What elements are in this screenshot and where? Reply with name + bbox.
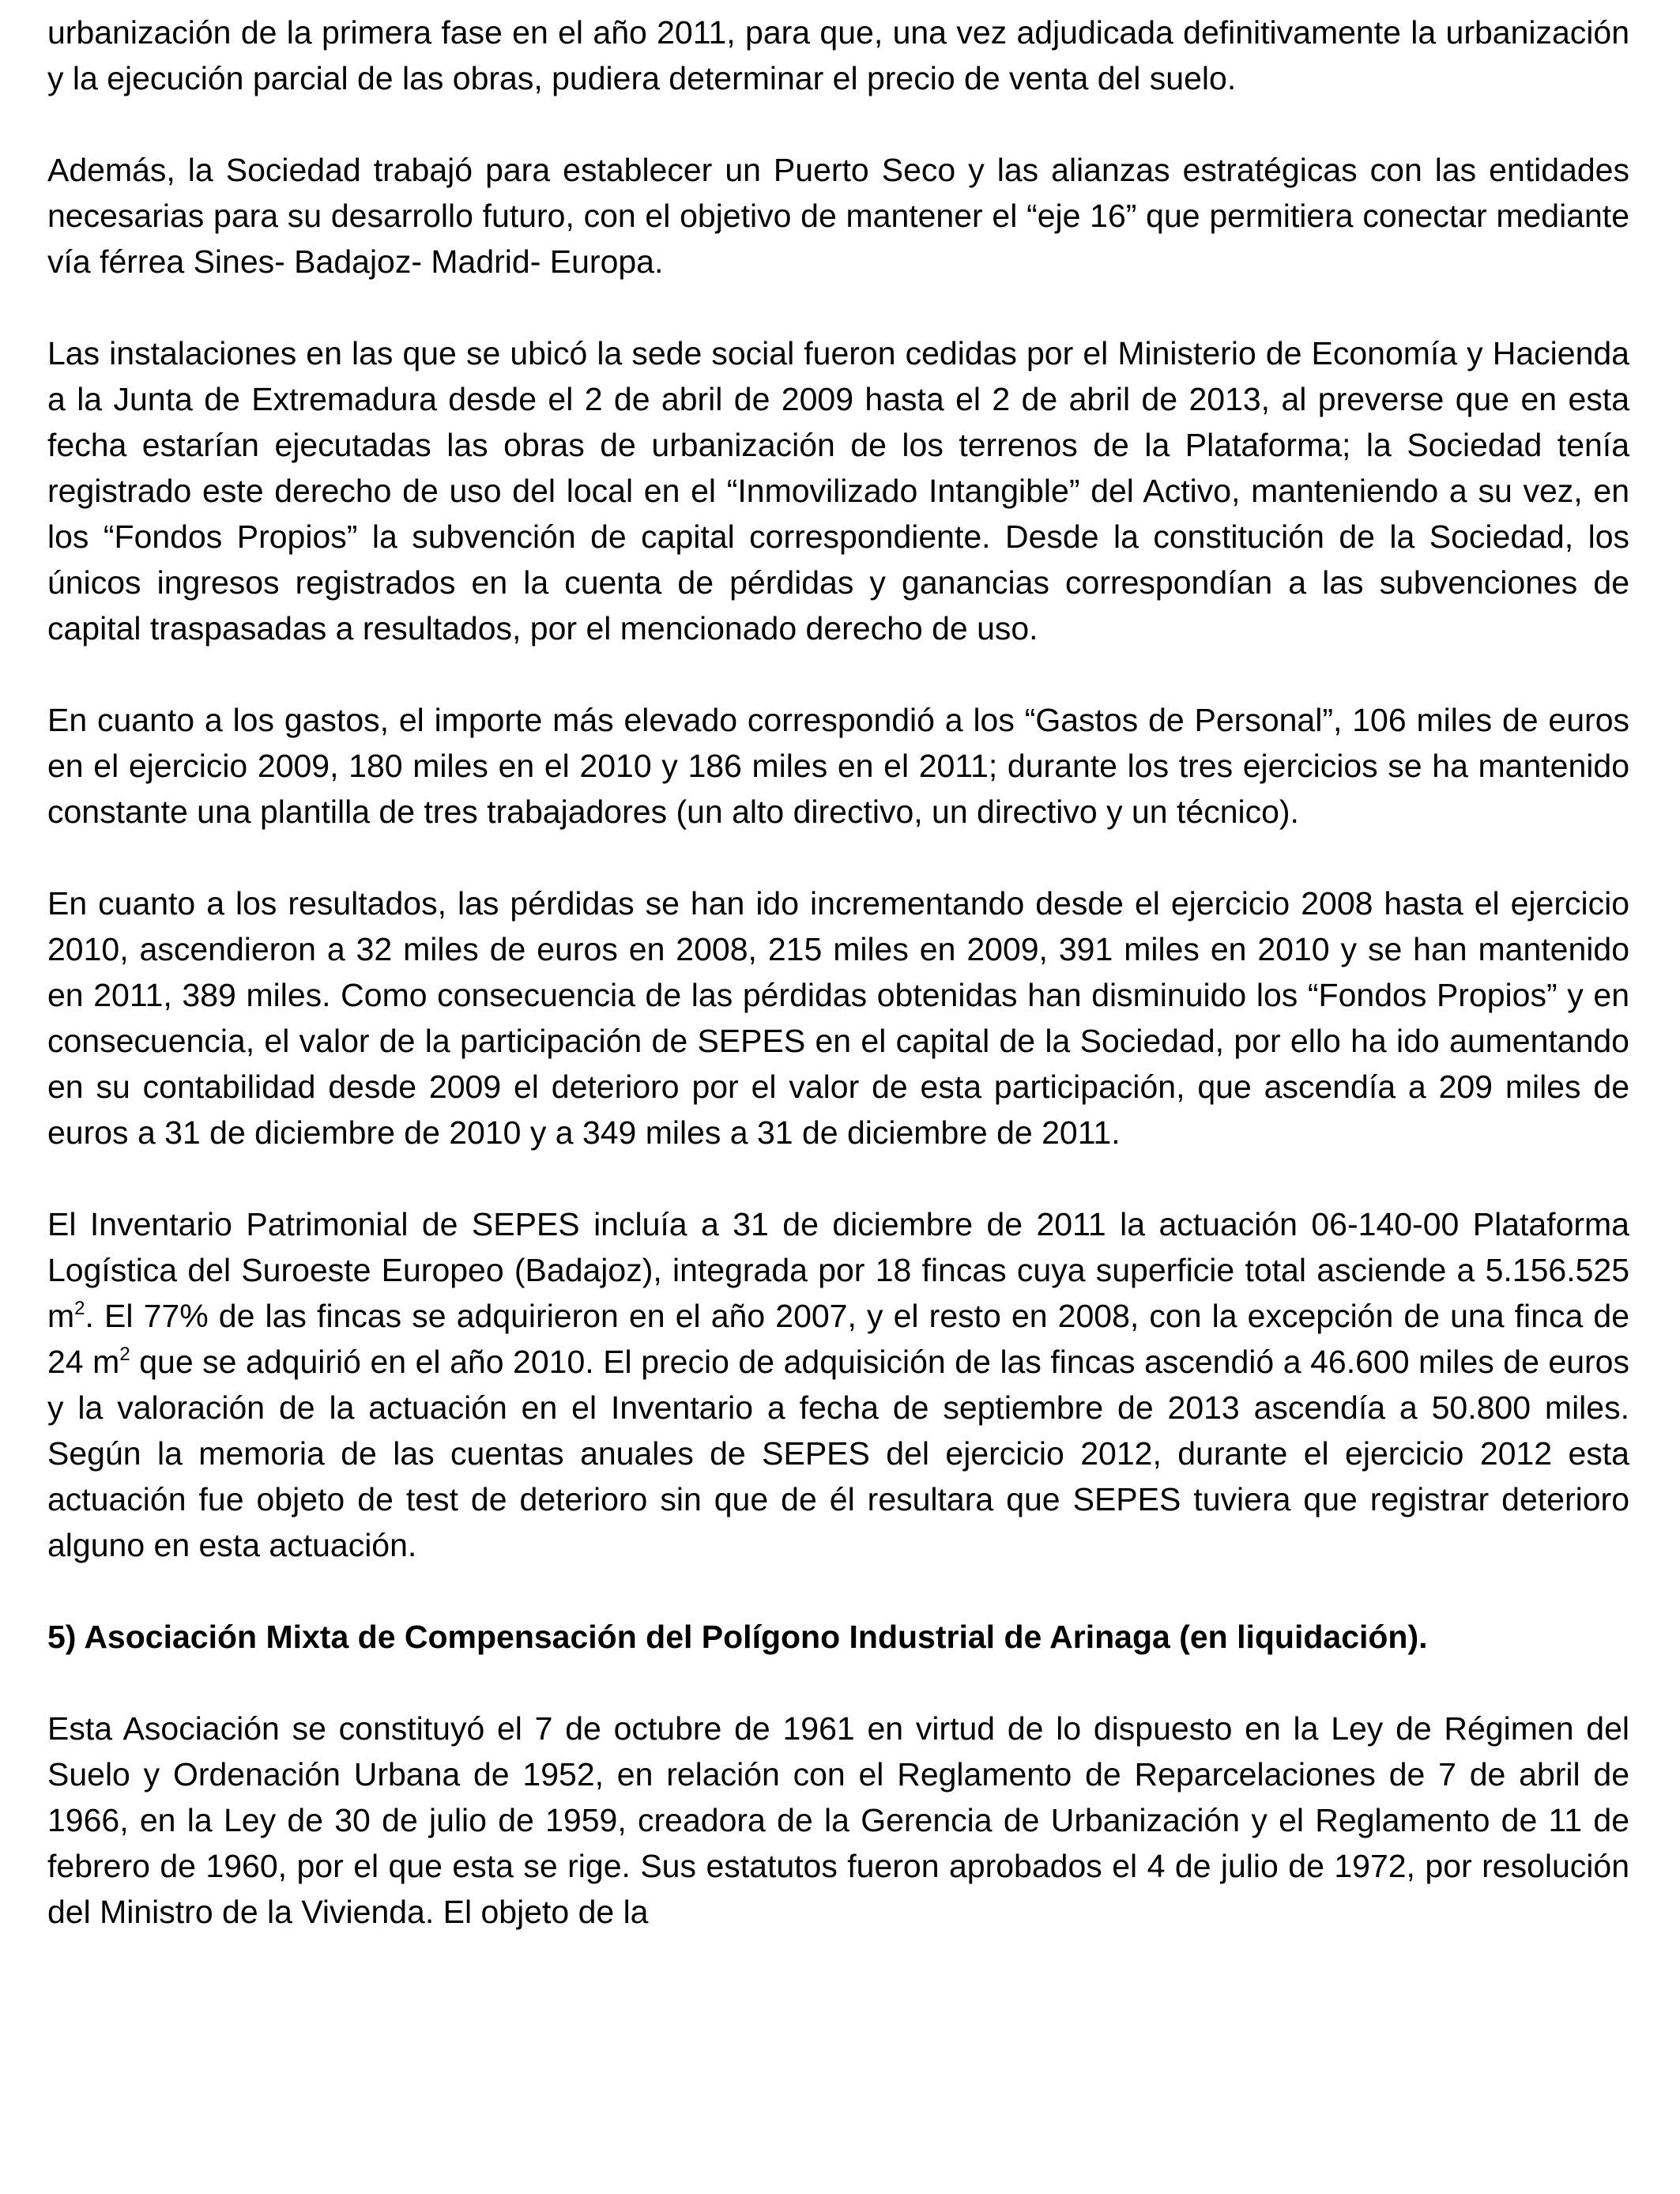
paragraph-asociacion: Esta Asociación se constituyó el 7 de octubre de 1961 en virtud de lo dispuesto en la Ley de Régimen del Suelo y Ordenación Urbana de 1952, en relación con el Reglamento de Reparcelaciones de 7 de abril de 1966, en la Ley de 30 de julio de 1959, creadora de la Gerencia de Urbanización y el Reglamento de 11 de febrero de 1960, por el que esta se rige. Sus estatutos fueron aprobados el 4 de julio de 1972, por resolución del Ministro de la Vivienda. El objeto de la bbox=[47, 1710, 1629, 1930]
inventario-text-1: El Inventario Patrimonial de SEPES incluía a 31 de diciembre de 2011 la actuación 06-140-00 Plataforma Logística del Suroeste Europeo (Badajoz), integrada por 18 fincas cuya superficie total asciende a 5.156.525 m bbox=[47, 1206, 1629, 1334]
paragraph-inventario bbox=[47, 1201, 1629, 1568]
inventario-text-3: que se adquirió en el año 2010. El precio de adquisición de las fincas ascendió a 46.600 miles de euros y la valoración de la actuación en el Inventario a fecha de septiembre de 2013 ascendía a 50.800 miles. Según la memoria de las cuentas anuales de SEPES del ejercicio 2012, durante el ejercicio 2012 esta actuación fue objeto de test de deterioro sin que de él resultara que SEPES tuviera que registrar deterioro alguno en esta actuación. bbox=[47, 1344, 1629, 1563]
document-page bbox=[47, 9, 1629, 1935]
superscript-squared-2: 2 bbox=[119, 1344, 130, 1365]
superscript-squared-1: 2 bbox=[74, 1298, 85, 1319]
paragraph-gastos: En cuanto a los gastos, el importe más elevado correspondió a los “Gastos de Personal”, 106 miles de euros en el ejercicio 2009, 180 miles en el 2010 y 186 miles en el 2011; durante los tres ejercicios se ha mantenido constante una plantilla de tres trabajadores (un alto directivo, un directivo y un técnico). bbox=[47, 702, 1629, 830]
inventario-text-2: . El 77% de las fincas se adquirieron en el año 2007, y el resto en 2008, con la excepción de una finca de 24 m bbox=[47, 1298, 1629, 1380]
paragraph-instalaciones: Las instalaciones en las que se ubicó la sede social fueron cedidas por el Ministerio de Economía y Hacienda a la Junta de Extremadura desde el 2 de abril de 2009 hasta el 2 de abril de 2013, al preverse que en esta fecha estarían ejecutadas las obras de urbanización de los terrenos de la Plataforma; la Sociedad tenía registrado este derecho de uso del local en el “Inmovilizado Intangible” del Activo, manteniendo a su vez, en los “Fondos Propios” la subvención de capital correspondiente. Desde la constitución de la Sociedad, los únicos ingresos registrados en la cuenta de pérdidas y ganancias correspondían a las subvenciones de capital traspasadas a resultados, por el mencionado derecho de uso. bbox=[47, 335, 1629, 647]
section-heading-arinaga: 5) Asociación Mixta de Compensación del Polígono Industrial de Arinaga (en liquidación). bbox=[47, 1619, 1428, 1655]
paragraph-puerto-seco: Además, la Sociedad trabajó para establecer un Puerto Seco y las alianzas estratégicas con las entidades necesarias para su desarrollo futuro, con el objetivo de mantener el “eje 16” que permitiera conectar mediante vía férrea Sines- Badajoz- Madrid- Europa. bbox=[47, 152, 1629, 280]
paragraph-urbanizacion: urbanización de la primera fase en el año 2011, para que, una vez adjudicada definitivamente la urbanización y la ejecución parcial de las obras, pudiera determinar el precio de venta del suelo. bbox=[47, 14, 1629, 96]
paragraph-resultados: En cuanto a los resultados, las pérdidas se han ido incrementando desde el ejercicio 2008 hasta el ejercicio 2010, ascendieron a 32 miles de euros en 2008, 215 miles en 2009, 391 miles en 2010 y se han mantenido en 2011, 389 miles. Como consecuencia de las pérdidas obtenidas han disminuido los “Fondos Propios” y en consecuencia, el valor de la participación de SEPES en el capital de la Sociedad, por ello ha ido aumentando en su contabilidad desde 2009 el deterioro por el valor de esta participación, que ascendía a 209 miles de euros a 31 de diciembre de 2010 y a 349 miles a 31 de diciembre de 2011. bbox=[47, 885, 1629, 1151]
